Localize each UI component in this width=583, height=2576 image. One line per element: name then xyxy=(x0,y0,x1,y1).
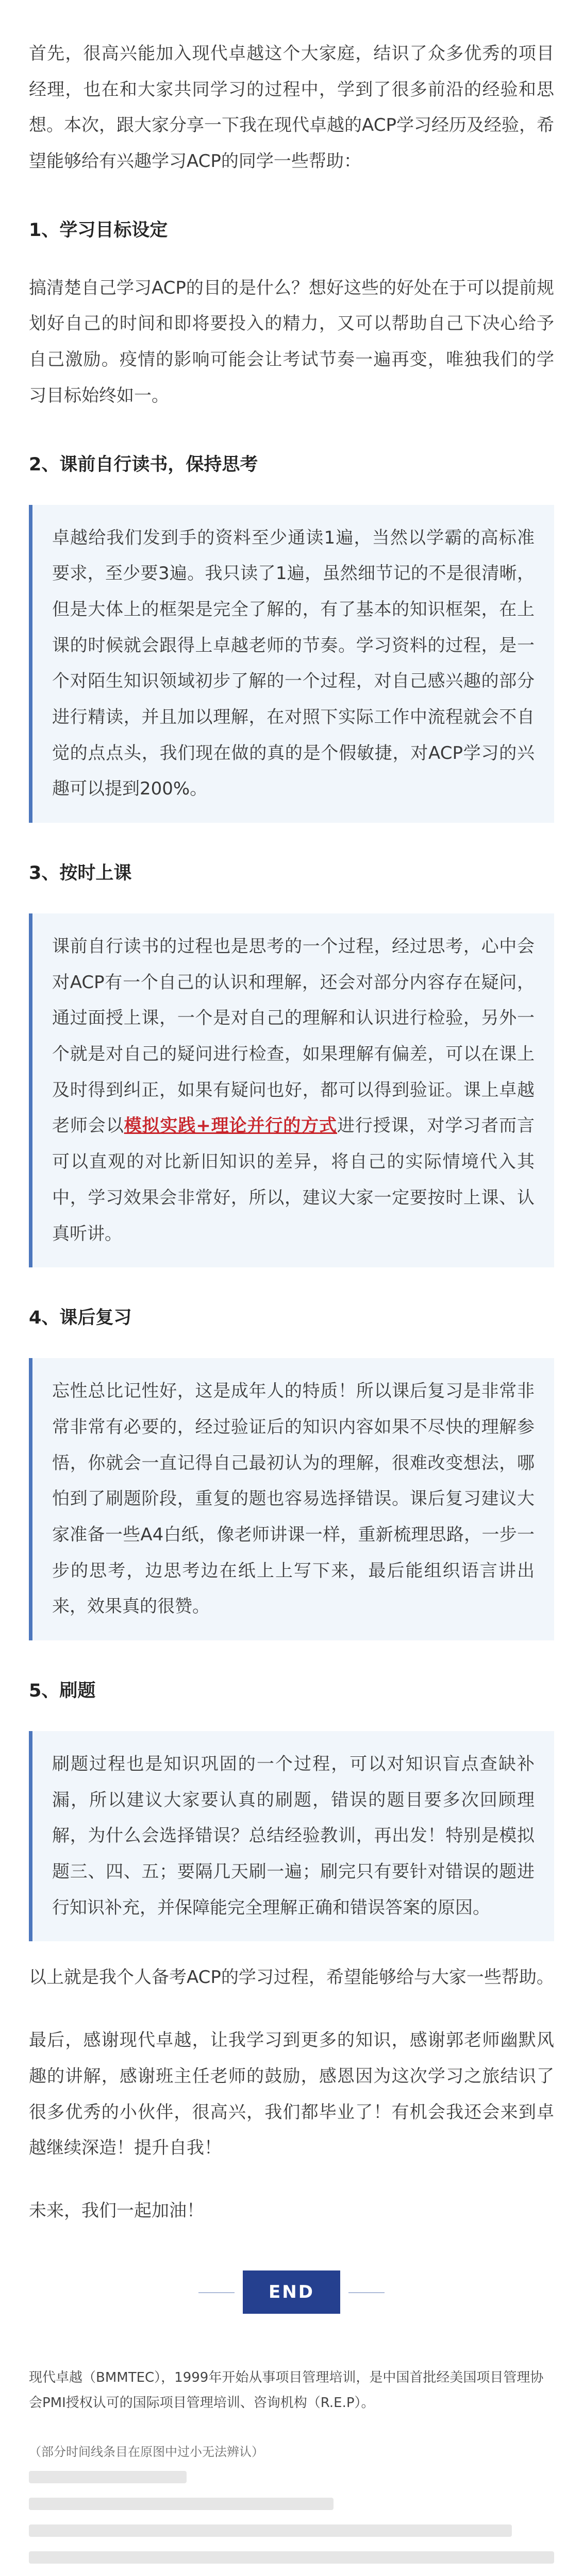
section-5-paragraph: 刷题过程也是知识巩固的一个过程，可以对知识盲点查缺补漏，所以建议大家要认真的刷题，错误的题目要多次回顾理解，为什么会选择错误？总结经验教训，再出发！特别是模拟题三、四、五；要隔几天刷一遍；刷完只有要针对错误的题进行知识补充，并保障能完全理解正确和错误答案的原因。 xyxy=(52,1754,535,1918)
timeline-list xyxy=(29,2442,554,2576)
timeline-note: （部分时间线条目在原图中过小无法辨认） xyxy=(29,2445,264,2460)
section-3-highlight: 模拟实践+理论并行的方式 xyxy=(124,1115,337,1137)
section-2-quote-box xyxy=(29,505,554,823)
section-5-quote-box xyxy=(29,1731,554,1941)
timeline-row xyxy=(29,2524,512,2537)
section-heading-3: 3、按时上课 xyxy=(29,863,132,884)
section-heading-5: 5、刷题 xyxy=(29,1681,96,1701)
section-heading-4: 4、课后复习 xyxy=(29,1308,132,1329)
section-3-paragraph xyxy=(52,929,535,1252)
section-1-paragraph: 搞清楚自己学习ACP的目的是什么？想好这些的好处在于可以提前规划好自己的时间和即将要投入的精力，又可以帮助自己下决心给予自己激励。疫情的影响可能会让考试节奏一遍再变，唯独我们的学习目标始终如一。 xyxy=(29,277,554,406)
timeline-row xyxy=(29,2498,334,2510)
section-4-quote-box xyxy=(29,1358,554,1640)
timeline-row xyxy=(29,2551,554,2564)
end-divider xyxy=(29,2270,554,2314)
summary-paragraph: 以上就是我个人备考ACP的学习过程，希望能够给与大家一些帮助。 xyxy=(29,1967,554,1988)
section-4-paragraph: 忘性总比记性好，这是成年人的特质！所以课后复习是非常非常非常有必要的，经过验证后的知识内容如果不尽快的理解参悟，你就会一直记得自己最初认为的理解，很难改变想法，哪怕到了刷题阶段，重复的题也容易选择错误。课后复习建议大家准备一些A4白纸，像老师讲课一样，重新梳理思路，一步一步的思考，边思考边在纸上上写下来，最后能组织语言讲出来，效果真的很赞。 xyxy=(52,1381,535,1617)
company-intro: 现代卓越（BMMTEC），1999年开始从事项目管理培训，是中国首批经美国项目管理协会PMI授权认可的国际项目管理培训、咨询机构（R.E.P）。 xyxy=(29,2369,544,2411)
opening-paragraph: 首先，很高兴能加入现代卓越这个大家庭，结识了众多优秀的项目经理，也在和大家共同学习的过程中，学到了很多前沿的经验和思想。本次，跟大家分享一下我在现代卓越的ACP学习经历及经验，希望能够给有兴趣学习ACP的同学一些帮助： xyxy=(29,43,554,172)
timeline-row xyxy=(29,2471,187,2483)
section-3-text-before: 课前自行读书的过程也是思考的一个过程，经过思考，心中会对ACP有一个自己的认识和理解，还会对部分内容存在疑问，通过面授上课，一个是对自己的理解和认识进行检验，另外一个就是对自己的疑问进行检查，如果理解有偏差，可以在课上及时得到纠正，如果有疑问也好，都可以得到验证。课上卓越老师会以 xyxy=(52,936,535,1137)
section-heading-1: 1、学习目标设定 xyxy=(29,219,168,241)
end-badge: END xyxy=(243,2270,340,2314)
section-2-paragraph: 卓越给我们发到手的资料至少通读1遍，当然以学霸的高标准要求，至少要3遍。我只读了1遍，虽然细节记的不是很清晰，但是大体上的框架是完全了解的，有了基本的知识框架，在上课的时候就会跟得上卓越老师的节奏。学习资料的过程，是一个对陌生知识领域初步了解的一个过程，对自己感兴趣的部分进行精读，并且加以理解，在对照下实际工作中流程就会不自觉的点点头，我们现在做的真的是个假敏捷，对ACP学习的兴趣可以提到200%。 xyxy=(52,527,535,800)
section-3-text-after: 进行授课，对学习者而言可以直观的对比新旧知识的差异，将自己的实际情境代入其中，学习效果会非常好，所以，建议大家一定要按时上课、认真听讲。 xyxy=(52,1115,535,1244)
section-3-quote-box xyxy=(29,913,554,1267)
closing-line: 未来，我们一起加油！ xyxy=(29,2200,204,2221)
section-heading-2: 2、课前自行读书，保持思考 xyxy=(29,454,258,475)
thanks-paragraph: 最后，感谢现代卓越，让我学习到更多的知识，感谢郭老师幽默风趣的讲解，感谢班主任老师的鼓励，感恩因为这次学习之旅结识了很多优秀的小伙伴，很高兴，我们都毕业了！有机会我还会来到卓越继续深造！提升自我！ xyxy=(29,2030,554,2159)
